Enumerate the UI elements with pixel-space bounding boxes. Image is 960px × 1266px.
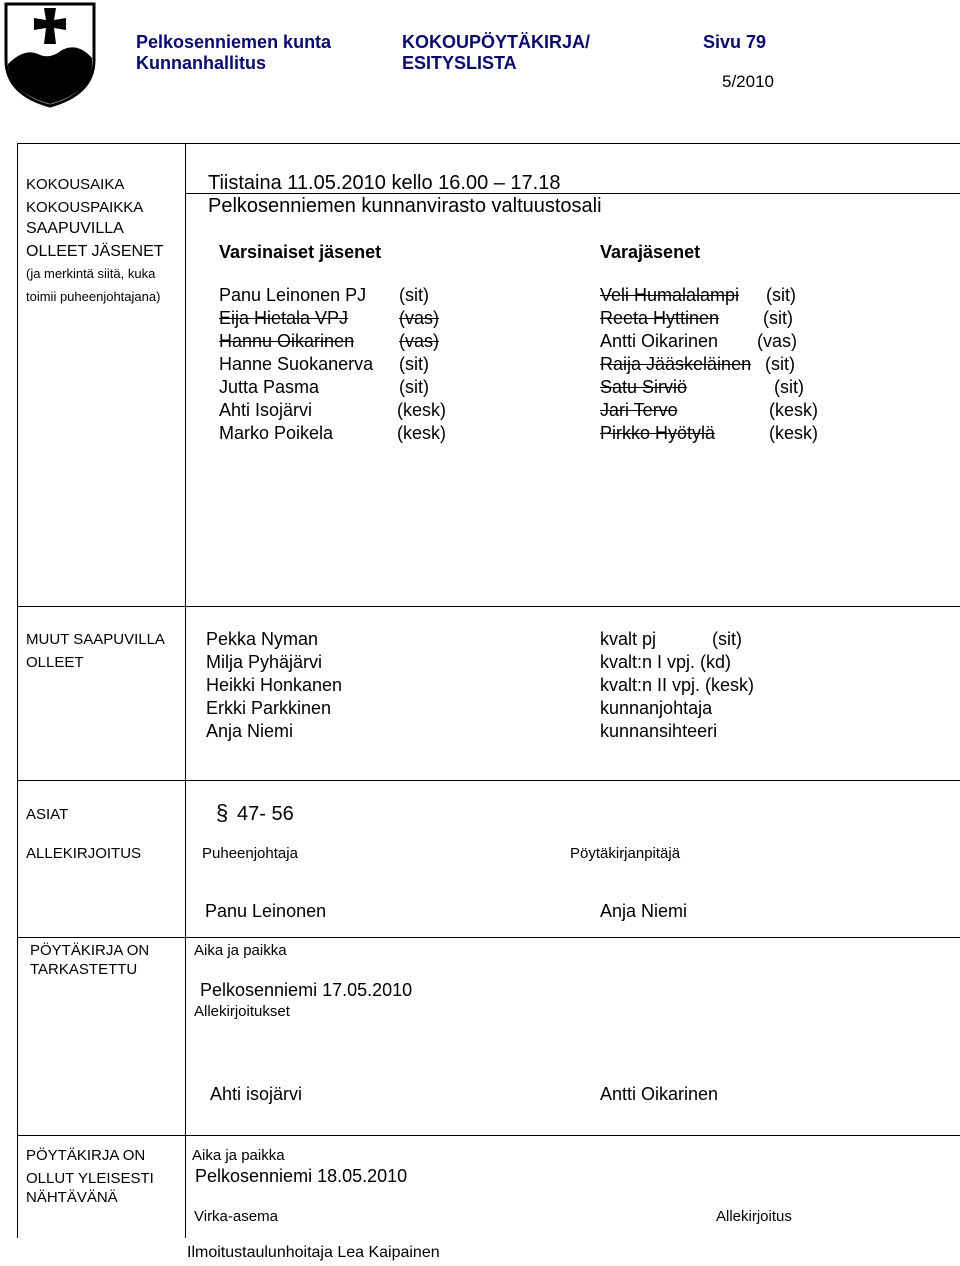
regular-member-party: (kesk) <box>397 400 446 420</box>
regular-member-party: (sit) <box>399 354 429 374</box>
publication-label-1: PÖYTÄKIRJA ON <box>26 1147 146 1164</box>
other-attendee-name: Pekka Nyman <box>206 629 319 649</box>
regular-member-name: Ahti Isojärvi <box>219 400 313 420</box>
other-attendee-role: kunnansihteeri <box>600 721 718 741</box>
regular-member-name: Eija Hietala VPJ <box>219 308 349 328</box>
other-attendee-name: Milja Pyhäjärvi <box>206 652 323 672</box>
items-label: ASIAT <box>26 806 69 823</box>
deputy-member-party: (kesk) <box>769 400 818 420</box>
reviewer-2: Antti Oikarinen <box>600 1084 719 1104</box>
deputy-member-name: Satu Sirviö <box>600 377 688 397</box>
deputy-member-name: Antti Oikarinen <box>600 331 719 351</box>
deputy-member-party: (sit) <box>763 308 793 328</box>
other-attendee-role: kunnanjohtaja <box>600 698 713 718</box>
deputy-member-name: Reeta Hyttinen <box>600 308 720 328</box>
section-sign-icon: § <box>216 800 229 825</box>
deputy-member-name: Jari Tervo <box>600 400 678 420</box>
signature-label: ALLEKIRJOITUS <box>26 845 142 862</box>
secretary-label: Pöytäkirjanpitäjä <box>570 845 681 862</box>
regular-member-name: Jutta Pasma <box>219 377 320 397</box>
chair-label: Puheenjohtaja <box>202 845 298 862</box>
page-number: Sivu 79 <box>703 32 767 52</box>
review-place-value: Pelkosenniemi 17.05.2010 <box>200 980 413 1000</box>
deputy-member-row <box>600 354 815 375</box>
meeting-time-value: Tiistaina 11.05.2010 kello 16.00 – 17.18 <box>208 172 561 194</box>
organization-name: Pelkosenniemen kunta <box>136 32 332 52</box>
review-label-2: TARKASTETTU <box>30 961 138 978</box>
deputy-member-party: (kesk) <box>769 423 818 443</box>
reviewer-1: Ahti isojärvi <box>210 1084 303 1104</box>
review-sign-label: Allekirjoitukset <box>194 1003 290 1020</box>
body-name: Kunnanhallitus <box>136 53 266 73</box>
other-attendee-name: Heikki Honkanen <box>206 675 343 695</box>
review-label-1: PÖYTÄKIRJA ON <box>30 942 150 959</box>
others-label-1: MUUT SAAPUVILLA <box>26 631 165 648</box>
others-label-2: OLLEET <box>26 654 84 671</box>
coat-of-arms-cross-icon <box>4 2 96 108</box>
publication-label-2: OLLUT YLEISESTI <box>26 1170 154 1187</box>
document-type-line-1: KOKOUPÖYTÄKIRJA/ <box>402 32 591 52</box>
deputy-member-party: (vas) <box>757 331 797 351</box>
other-attendee-role: kvalt pj <box>600 629 657 649</box>
other-attendee-name: Anja Niemi <box>206 721 294 741</box>
other-attendee-name: Erkki Parkkinen <box>206 698 332 718</box>
secretary-name: Anja Niemi <box>600 901 688 921</box>
deputy-member-row <box>600 331 807 352</box>
review-place-label: Aika ja paikka <box>194 942 287 959</box>
other-attendee-role: kvalt:n I vpj. (kd) <box>600 652 732 672</box>
publication-label-3: NÄHTÄVÄNÄ <box>26 1189 118 1206</box>
regular-member-party: (vas) <box>399 308 439 328</box>
members-label-1: SAAPUVILLA <box>26 220 124 237</box>
members-label-4: toimii puheenjohtajana) <box>26 289 161 304</box>
members-label-2: OLLEET JÄSENET <box>26 243 164 260</box>
document-type-line-2: ESITYSLISTA <box>402 53 517 73</box>
coat-of-arms-logo <box>4 2 96 108</box>
deputy-member-row <box>600 285 816 306</box>
regular-member-name: Panu Leinonen PJ <box>219 285 367 305</box>
regular-member-party: (sit) <box>399 377 429 397</box>
deputy-members-heading: Varajäsenet <box>600 242 701 262</box>
other-attendee-role: kvalt:n II vpj. (kesk) <box>600 675 755 695</box>
deputy-member-name: Raija Jääskeläinen <box>600 354 752 374</box>
meeting-time-label: KOKOUSAIKA <box>26 176 125 193</box>
meeting-place-label: KOKOUSPAIKKA <box>26 199 144 216</box>
publication-official: Ilmoitustaulunhoitaja Lea Kaipainen <box>187 1244 440 1261</box>
regular-member-party: (vas) <box>399 331 439 351</box>
members-label-3: (ja merkintä siitä, kuka <box>26 266 156 281</box>
deputy-member-row <box>600 423 829 444</box>
meeting-place-value: Pelkosenniemen kunnanvirasto valtuustosali <box>208 195 602 217</box>
chair-name: Panu Leinonen <box>205 901 327 921</box>
deputy-member-name: Veli Humalalampi <box>600 285 740 305</box>
regular-member-name: Hanne Suokanerva <box>219 354 374 374</box>
regular-member-party: (sit) <box>399 285 429 305</box>
items-value: 47- 56 <box>237 803 294 825</box>
regular-member-name: Marko Poikela <box>219 423 334 443</box>
regular-member-party: (kesk) <box>397 423 446 443</box>
deputy-member-row <box>600 400 829 421</box>
deputy-member-party: (sit) <box>774 377 804 397</box>
document-number: 5/2010 <box>722 72 774 91</box>
other-attendee-party: (sit) <box>712 629 742 649</box>
publication-office-label: Virka-asema <box>194 1208 278 1225</box>
deputy-member-row <box>600 308 813 329</box>
publication-sign-label: Allekirjoitus <box>716 1208 792 1225</box>
publication-place-label: Aika ja paikka <box>192 1147 285 1164</box>
deputy-member-name: Pirkko Hyötylä <box>600 423 716 443</box>
deputy-member-party: (sit) <box>766 285 796 305</box>
regular-members-heading: Varsinaiset jäsenet <box>219 242 382 262</box>
deputy-member-party: (sit) <box>765 354 795 374</box>
regular-member-name: Hannu Oikarinen <box>219 331 355 351</box>
deputy-member-row <box>600 377 824 398</box>
publication-place-value: Pelkosenniemi 18.05.2010 <box>195 1166 408 1186</box>
